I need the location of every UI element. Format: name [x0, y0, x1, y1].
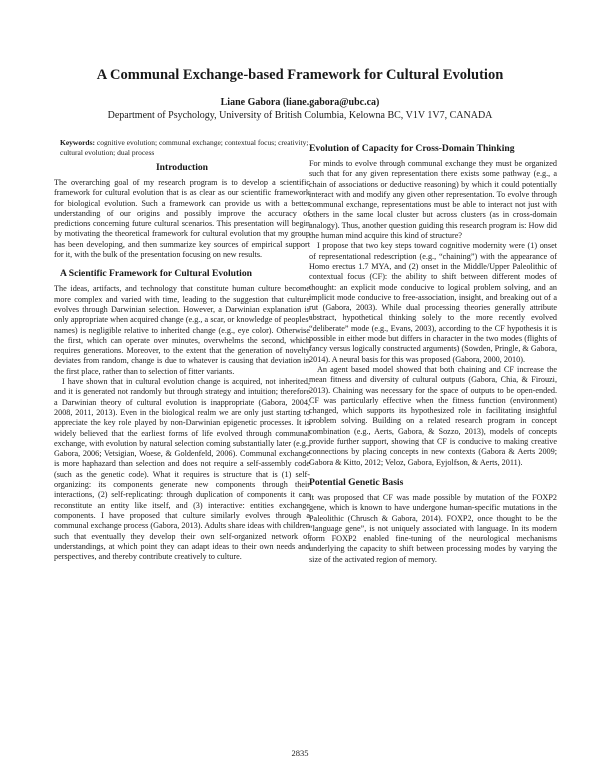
capacity-paragraph-3: An agent based model showed that both chaining and CF increase the mean fitness and diversity of cultural outputs (Gabora, Chia, & Firouzi, 2013). Chaining was necessary for the space of outputs to be open-ended. CF was particularly effective when the fitness function (environment) changed, which supports its hypothesized role in facilitating insightful problem solving. Building on a related research program in concept combination (e.g., Aerts, Gabora, & Sozzo, 2013), models of concepts provide further support, showing that CF is conducive to making creative connections by placing concepts in new contexts (Gabora & Aerts 2009; Gabora & Kitto, 2012; Veloz, Gabora, Eyjolfson, & Aerts, 2011). — [309, 364, 557, 467]
genetic-paragraph: It was proposed that CF was made possible by mutation of the FOXP2 gene, which is known to have undergone human-specific mutations in the Paleolithic (Chrusch & Gabora, 2014). FOXP2, once thought to be the “language gene”, is not uniquely associated with language. In its modern form FOXP2 enabled fine-tuning of the neurological mechanisms underlying the capacity to shift between processing modes by varying the size of the activated region of memory. — [309, 492, 557, 564]
framework-heading: A Scientific Framework for Cultural Evolution — [60, 268, 252, 280]
capacity-paragraph-2: I propose that two key steps toward cognitive modernity were (1) onset of representational redescription (e.g., “chaining”) with the appearance of Homo erectus 1.7 MYA, and (2) onset in the Middle/Upper Paleolithic of contextual focus (CF): the ability to shift between different modes of thought: an explicit mode conducive to logical problem solving, and an implicit mode conducive to free-association, insight, and breaking out of a rut (Gabora, 2003). While dual processing theories generally attribute abstract, hypothetical thinking solely to the more recently evolved “deliberate” mode (e.g., Evans, 2003), according to the CF hypothesis it is possible in either mode but differs in character in the two modes (flights of fancy versus logically constructed arguments) (Sowden, Pringle, & Gabora, 2014). A neural basis for this was proposed (Gabora, 2000, 2010). — [309, 241, 557, 364]
keywords-label: Keywords: — [60, 138, 95, 147]
framework-paragraph-1: The ideas, artifacts, and technology that constitute human culture become more complex and varied with time, leading to the suggestion that culture evolves through Darwinian selection. However, a Darwinian explanation is only appropriate when acquired change (e.g., a scar, or knowledge of peoples' names) is negligible relative to inherited change (e.g., eye color). Otherwise the first, which can operate over minutes, overwhelms the second, which requires generations. Moreover, to the extent that the generation of novelty deviates from random, change is due to whatever is causing that deviation in the first place, rather than to selection of fitter variants. — [54, 284, 310, 376]
capacity-heading: Evolution of Capacity for Cross-Domain Thinking — [309, 143, 515, 154]
author-line: Liane Gabora (liane.gabora@ubc.ca) — [220, 97, 380, 108]
left-column — [54, 138, 310, 562]
page-number: 2835 — [291, 748, 309, 758]
framework-paragraph-2: I have shown that in cultural evolution change is acquired, not inherited, and it is generated not randomly but through strategy and intuition; therefore a Darwinian theory of cultural evolution is inappropriate (Gabora, 2004, 2008, 2011, 2013). Even in the biological realm we are only just starting to appreciate the key role played by non-Darwinian epigenetic processes. It is widely believed that the earliest forms of life evolved through communal exchange, with evolution by natural selection coming substantially later (e.g., Gabora, 2006; Vetsigian, Woese, & Goldenfeld, 2006). Communal exchange is more haphazard than selection and does not require a self-assembly code (such as the genetic code). What it requires is structure that is (1) self-organizing: its components generate new components through their interactions, (2) self-replicating: through duplication of components it can reconstitute an entity like itself, and (3) interactive: entities exchange components. I have proposed that culture similarly evolves through a communal exchange process (Gabora, 2013). Adults share ideas with children such that eventually they develop their own self-organized network of understandings, at which point they can adapt ideas to their own needs and perspectives, and thereby contribute creatively to culture. — [54, 377, 310, 562]
intro-heading: Introduction — [155, 162, 209, 173]
genetic-heading: Potential Genetic Basis — [309, 476, 404, 488]
paper-title: A Communal Exchange-based Framework for Cultural Evolution — [96, 67, 504, 83]
keywords-block — [54, 138, 310, 157]
right-column — [309, 143, 557, 565]
keywords-text: cognitive evolution; communal exchange; contextual focus; creativity; cultural evolution; dual process — [60, 138, 309, 157]
intro-paragraph: The overarching goal of my research program is to develop a scientific framework for cultural evolution that is as clear as our scientific framework for biological evolution. Such a framework can provide us with a better understanding of our origins and possibly improve the accuracy of predictions concerning future cultural scenarios. This presentation will begin by motivating the theoretical framework for cultural evolution that my group has been developing, and then summarize key sources of empirical support for it, with the bulk of the presentation focusing on new results. — [54, 178, 310, 260]
capacity-paragraph-1: For minds to evolve through communal exchange they must be organized such that for any given representation there exists some pathway (e.g., a chain of associations or deductive reasoning) by which it could potentially interact with and modify any given other representation. To evolve through communal exchange, representations must be able to interact not just with others in the same local cluster but across clusters (as in cross-domain analogy). Thus, another question guiding this research program is: How did the human mind acquire this kind of structure? — [309, 159, 557, 241]
affiliation-line: Department of Psychology, University of British Columbia, Kelowna BC, V1V 1V7, CANADA — [107, 110, 493, 121]
